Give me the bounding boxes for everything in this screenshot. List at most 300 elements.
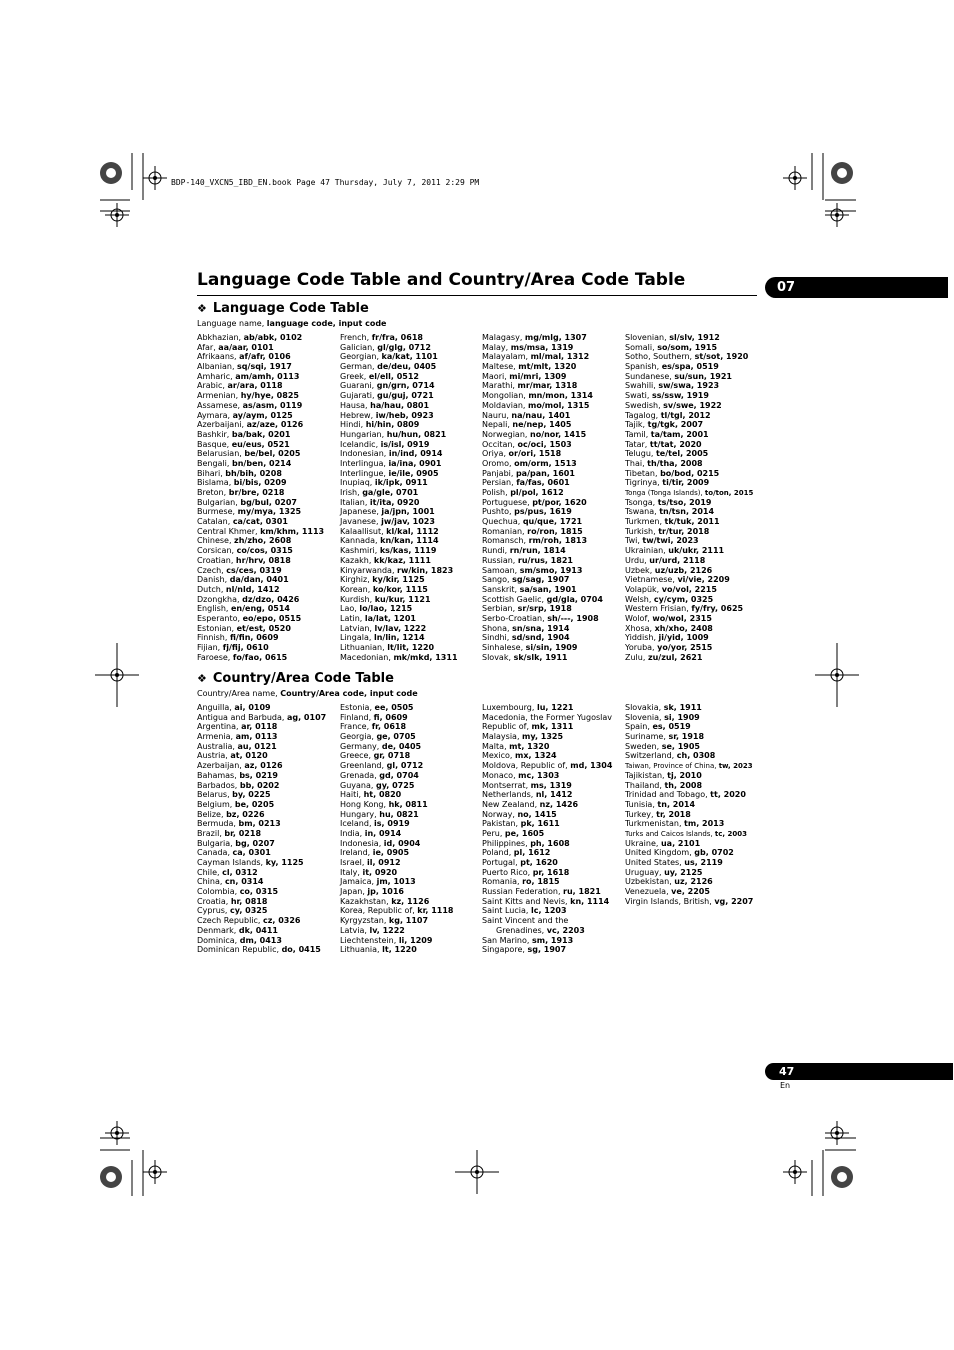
list-item: [340, 722, 482, 732]
entry-code: ms, 1319: [530, 780, 572, 790]
entry-name: Armenia,: [197, 732, 236, 742]
entry-name: Slovakia,: [625, 703, 664, 712]
entry-name: Bulgaria,: [197, 838, 236, 848]
list-item: [197, 372, 339, 382]
entry-name: Maltese,: [482, 362, 519, 372]
entry-code: gu/guj, 0721: [377, 391, 434, 401]
entry-name: Russian Federation,: [482, 887, 564, 897]
list-item: [340, 643, 482, 653]
entry-code: ie/ile, 0905: [388, 468, 439, 478]
list-item: [482, 362, 624, 372]
entry-name: Belarusian,: [197, 449, 245, 459]
entry-name: Grenada,: [340, 770, 380, 780]
list-item: [340, 858, 482, 868]
list-item: [197, 848, 339, 858]
entry-name: German,: [340, 362, 378, 372]
entry-name: Tajik,: [625, 420, 648, 430]
entry-name: Hungary,: [340, 809, 380, 819]
chapter-tab: 07: [765, 277, 948, 298]
list-item: [625, 459, 767, 469]
entry-name: Malta,: [482, 741, 510, 751]
list-item: [625, 566, 767, 576]
entry-code: hi/hin, 0809: [365, 420, 420, 430]
entry-code: es/spa, 0519: [661, 362, 719, 372]
entry-code: sw/swa, 1923: [658, 381, 720, 391]
list-item: [340, 440, 482, 450]
entry-name: Belarus,: [197, 790, 233, 800]
entry-name: Netherlands,: [482, 790, 536, 800]
entry-name: Taiwan, Province of China,: [625, 762, 719, 771]
list-item: [197, 566, 339, 576]
entry-name: Western Frisian,: [625, 604, 692, 614]
list-item: [482, 906, 624, 916]
entry-name: Pushto,: [482, 507, 515, 517]
entry-code: in/ind, 0914: [388, 449, 443, 459]
entry-name: Pakistan,: [482, 819, 521, 829]
entry-code: li, 1209: [398, 935, 433, 945]
entry-code: co, 0315: [239, 887, 279, 897]
list-item: [625, 614, 767, 624]
list-item: [340, 868, 482, 878]
table-column: [197, 333, 339, 662]
page-number: 47: [765, 1063, 953, 1080]
entry-code: ha/hau, 0801: [370, 400, 430, 410]
entry-name: United States,: [625, 858, 685, 867]
list-item: [197, 391, 339, 401]
entry-name: Inupiaq,: [340, 478, 375, 488]
entry-code: md, 1304: [570, 761, 613, 771]
list-item: [197, 362, 339, 372]
entry-name: Arabic,: [197, 381, 228, 391]
list-item: [340, 507, 482, 517]
entry-name: Swati,: [625, 391, 652, 401]
entry-name: Interlingue,: [340, 468, 389, 478]
entry-code: dm, 0413: [239, 935, 282, 945]
entry-name: Finland,: [340, 712, 374, 722]
entry-name: Saint Vincent and the: [482, 916, 569, 926]
list-item: [625, 848, 767, 858]
list-item: [625, 604, 767, 614]
list-item: [197, 945, 339, 955]
entry-code: sq/sqi, 1917: [237, 362, 292, 372]
entry-code: cz, 0326: [263, 916, 301, 926]
entry-name: Guarani,: [340, 381, 377, 391]
language-section-title: Language Code Table: [212, 301, 369, 316]
entry-code: pt, 1620: [520, 858, 558, 867]
list-item: [340, 653, 482, 663]
list-item: [625, 653, 767, 663]
entry-name: Luxembourg,: [482, 703, 537, 712]
entry-name: Italian,: [340, 497, 370, 507]
entry-code: uz, 2126: [674, 877, 713, 887]
entry-name: Kannada,: [340, 536, 381, 546]
entry-name: Uzbek,: [625, 565, 655, 575]
list-item: [340, 829, 482, 839]
entry-name: Polish,: [482, 488, 511, 497]
list-item: [625, 440, 767, 450]
entry-name: Portuguese,: [482, 497, 533, 507]
entry-name: Kurdish,: [340, 594, 375, 604]
entry-name: Korea, Republic of,: [340, 906, 418, 916]
entry-name: Yiddish,: [625, 633, 659, 643]
entry-name: Haiti,: [340, 790, 364, 800]
entry-code: by, 0225: [232, 790, 271, 800]
entry-code: ba/bak, 0201: [231, 429, 291, 439]
diamond-bullet-icon: ❖: [197, 302, 207, 315]
entry-name: Armenian,: [197, 391, 241, 401]
entry-code: id, 0904: [383, 838, 421, 848]
entry-code: ve, 2205: [671, 887, 710, 897]
entry-code: ar, 0118: [241, 722, 278, 732]
entry-name: Sanskrit,: [482, 584, 520, 594]
entry-code: kk/kaz, 1111: [373, 555, 431, 565]
list-item: [340, 897, 482, 907]
entry-code: ar/ara, 0118: [227, 381, 283, 391]
entry-code: gl, 0712: [386, 761, 424, 771]
table-column: [340, 333, 482, 662]
list-item: [625, 527, 767, 537]
entry-name: Bulgarian,: [197, 497, 241, 507]
entry-code: fy/fry, 0625: [691, 604, 744, 614]
entry-code: tr, 2018: [656, 809, 691, 819]
list-item: [482, 839, 624, 849]
entry-code: es, 0519: [652, 722, 691, 732]
entry-code: gy, 0725: [375, 780, 415, 790]
entry-code: or/ori, 1518: [508, 449, 562, 459]
list-item: [625, 897, 767, 907]
list-item: [625, 829, 767, 839]
list-item: [197, 643, 339, 653]
entry-name: Japan,: [340, 887, 368, 897]
entry-code: sk, 1911: [663, 703, 702, 712]
list-item: [340, 819, 482, 829]
entry-name: Oromo,: [482, 458, 515, 468]
page-title: Language Code Table and Country/Area Code Table: [197, 270, 686, 290]
entry-code: ml/mal, 1312: [530, 352, 590, 362]
entry-code: wo/wol, 2315: [652, 613, 712, 623]
list-item: [340, 430, 482, 440]
entry-name: Shona,: [482, 623, 513, 633]
list-item: [340, 945, 482, 955]
list-item: [625, 556, 767, 566]
entry-name: Galician,: [340, 342, 378, 352]
entry-name: Afrikaans,: [197, 352, 240, 362]
entry-name: Romania,: [482, 877, 523, 887]
entry-name: Urdu,: [625, 555, 650, 565]
entry-name: Germany,: [340, 741, 382, 751]
entry-code: sv/swe, 1922: [663, 400, 722, 410]
entry-code: am, 0113: [235, 732, 278, 742]
list-item: [197, 488, 339, 498]
entry-code: hu/hun, 0821: [386, 429, 447, 439]
list-item: [482, 633, 624, 643]
list-item: [625, 498, 767, 508]
entry-name: Kirghiz,: [340, 575, 373, 585]
list-item: [197, 906, 339, 916]
list-item: [197, 575, 339, 585]
entry-code: sg, 1907: [527, 945, 567, 955]
entry-name: Burmese,: [197, 507, 238, 517]
entry-code: zh/zho, 2608: [234, 536, 292, 546]
entry-code: my/mya, 1325: [237, 507, 302, 517]
entry-name: Amharic,: [197, 371, 236, 381]
list-item: [197, 595, 339, 605]
entry-name: Moldavian,: [482, 400, 529, 410]
list-item: [197, 401, 339, 411]
entry-name: Bihari,: [197, 468, 226, 478]
entry-code: lt, 1220: [382, 945, 417, 955]
entry-name: Twi,: [625, 536, 643, 546]
list-item: [197, 498, 339, 508]
entry-name: Georgia,: [340, 732, 377, 742]
entry-code: ne/nep, 1405: [512, 420, 572, 430]
entry-code: iw/heb, 0923: [375, 410, 434, 420]
entry-code: pt/por, 1620: [532, 497, 587, 507]
entry-name: Abkhazian,: [197, 333, 244, 342]
list-item: [340, 391, 482, 401]
entry-name: Kalaallisut,: [340, 526, 387, 536]
list-item: [625, 742, 767, 752]
list-item: [340, 742, 482, 752]
list-item: [625, 732, 767, 742]
entry-name: Javanese,: [340, 517, 382, 527]
entry-code: is, 0919: [374, 819, 410, 829]
list-item: [197, 604, 339, 614]
format-code: Country/Area code, input code: [280, 689, 418, 698]
list-item: [625, 781, 767, 791]
entry-name: Sango,: [482, 575, 513, 585]
entry-code: lu, 1221: [536, 703, 574, 712]
entry-name: Belgium,: [197, 799, 235, 809]
entry-code: km/khm, 1113: [260, 526, 325, 536]
list-item: [625, 810, 767, 820]
list-item: [625, 391, 767, 401]
entry-code: fi, 0609: [373, 712, 408, 722]
entry-code: tl/tgl, 2012: [660, 410, 711, 420]
entry-name: Turkish,: [625, 526, 659, 536]
entry-code: mt, 1320: [509, 741, 550, 751]
list-item: [197, 819, 339, 829]
list-item: [482, 868, 624, 878]
list-item: [340, 498, 482, 508]
entry-name: Rundi,: [482, 546, 510, 556]
list-item: [482, 343, 624, 353]
entry-code: sk/slk, 1911: [513, 652, 568, 662]
entry-name: Vietnamese,: [625, 575, 678, 585]
list-item: [197, 653, 339, 663]
list-item: [625, 478, 767, 488]
entry-code: pa/pan, 1601: [515, 468, 575, 478]
entry-code: th/tha, 2008: [647, 458, 703, 468]
entry-code: eo/epo, 0515: [242, 613, 302, 623]
list-item: [197, 633, 339, 643]
entry-code: pe, 1605: [504, 828, 545, 838]
entry-name: Corsican,: [197, 546, 237, 556]
entry-code: lo/lao, 1215: [359, 604, 413, 614]
entry-name: Virgin Islands, British,: [625, 896, 715, 906]
entry-code: ru, 1821: [563, 887, 601, 897]
list-item: [482, 703, 624, 713]
list-item: [482, 732, 624, 742]
entry-name: Ireland,: [340, 848, 373, 858]
entry-code: sh/---, 1908: [547, 613, 599, 623]
entry-code: at, 0120: [230, 751, 268, 761]
entry-code: ji/yid, 1009: [658, 633, 709, 643]
entry-name: Afar,: [197, 342, 219, 352]
list-item: [340, 527, 482, 537]
list-item: [482, 556, 624, 566]
list-item: [197, 449, 339, 459]
entry-code: tc, 2003: [714, 829, 747, 838]
entry-name: Bermuda,: [197, 819, 239, 829]
list-item: [340, 459, 482, 469]
list-item: [340, 703, 482, 713]
entry-code: ia/ina, 0901: [388, 458, 442, 468]
entry-name: Malaysia,: [482, 732, 523, 742]
list-item: [482, 459, 624, 469]
list-item: [482, 751, 624, 761]
entry-name: Serbian,: [482, 604, 518, 614]
entry-name: Turkmenistan,: [625, 819, 685, 829]
entry-name: Russian,: [482, 555, 518, 565]
entry-name: Malayalam,: [482, 352, 531, 362]
entry-name: Tatar,: [625, 439, 650, 449]
entry-code: mk, 1311: [531, 722, 574, 732]
list-item: [625, 352, 767, 362]
list-item: [625, 858, 767, 868]
entry-name: New Zealand,: [482, 799, 540, 809]
entry-code: ti/tir, 2009: [662, 478, 710, 488]
entry-code: fr, 0618: [371, 722, 407, 732]
entry-code: st/sot, 1920: [694, 352, 749, 362]
entry-code: tt/tat, 2020: [649, 439, 702, 449]
entry-code: kn/kan, 1114: [380, 536, 439, 546]
entry-name: Somali,: [625, 342, 658, 352]
entry-name: Norwegian,: [482, 429, 530, 439]
entry-code: xh/xho, 2408: [654, 623, 713, 633]
entry-code: it, 0920: [362, 867, 398, 877]
list-item: [482, 333, 624, 343]
entry-code: sa/san, 1901: [519, 584, 577, 594]
entry-name: Liechtenstein,: [340, 935, 399, 945]
entry-code: ky, 1125: [265, 858, 304, 867]
entry-name: Sotho, Southern,: [625, 352, 695, 362]
list-item: [625, 877, 767, 887]
list-item: [340, 848, 482, 858]
entry-name: Lithuanian,: [340, 643, 388, 652]
entry-name: Tagalog,: [625, 410, 661, 420]
entry-name: Austria,: [197, 751, 231, 761]
entry-code: bg, 0207: [235, 838, 275, 848]
list-item: [197, 333, 339, 343]
entry-name: Spanish,: [625, 362, 662, 372]
entry-name: Japanese,: [340, 507, 382, 517]
entry-code: bo/bod, 0215: [660, 468, 720, 478]
entry-code: ky/kir, 1125: [372, 575, 425, 585]
entry-code: tn, 2014: [657, 799, 696, 809]
entry-code: ht, 0820: [363, 790, 402, 800]
entry-name: Kazakh,: [340, 555, 374, 565]
entry-name: Argentina,: [197, 722, 242, 732]
list-item: [482, 614, 624, 624]
list-item: [197, 703, 339, 713]
entry-code: cy, 0325: [230, 906, 268, 916]
entry-name: Volapük,: [625, 584, 662, 594]
file-header: BDP-140_VXCN5_IBD_EN.book Page 47 Thursday, July 7, 2011 2:29 PM: [171, 178, 480, 187]
title-rule: [197, 295, 757, 296]
entry-code: lv, 1222: [369, 925, 405, 935]
entry-name: Irish,: [340, 488, 363, 497]
list-item: [482, 624, 624, 634]
list-item: [482, 575, 624, 585]
entry-code: pl, 1612: [513, 848, 551, 858]
entry-code: ta/tam, 2001: [650, 429, 709, 439]
entry-name: Latin,: [340, 613, 365, 623]
entry-code: ro, 1815: [522, 877, 560, 887]
entry-code: zu/zul, 2621: [647, 652, 703, 662]
entry-name: Malay,: [482, 342, 511, 352]
entry-name: Catalan,: [197, 517, 233, 527]
list-item: [482, 858, 624, 868]
entry-code: do, 0415: [281, 945, 321, 955]
list-item: [482, 722, 624, 732]
entry-name: Danish,: [197, 575, 230, 585]
entry-name: Kinyarwanda,: [340, 565, 398, 575]
entry-name: Estonian,: [197, 623, 237, 633]
list-item: [482, 819, 624, 829]
list-item: [340, 575, 482, 585]
entry-name: Wolof,: [625, 613, 653, 623]
list-item: [197, 742, 339, 752]
entry-code: mo/mol, 1315: [528, 400, 590, 410]
entry-code: tm, 2013: [684, 819, 725, 829]
entry-code: fo/fao, 0615: [232, 652, 288, 662]
entry-code: lt/lit, 1220: [387, 643, 435, 652]
entry-name: Tswana,: [625, 507, 660, 517]
entry-name: Tajikistan,: [625, 770, 668, 780]
entry-name: Breton,: [197, 488, 229, 497]
list-item: [482, 848, 624, 858]
list-item: [625, 713, 767, 723]
list-item: [625, 430, 767, 440]
entry-code: tg/tgk, 2007: [647, 420, 704, 430]
entry-code: co/cos, 0315: [236, 546, 293, 556]
entry-code: vc, 2203: [546, 925, 585, 935]
list-item: [482, 761, 624, 771]
entry-code: ps/pus, 1619: [514, 507, 572, 517]
list-item: [340, 624, 482, 634]
list-item: [197, 732, 339, 742]
entry-name: Zulu,: [625, 652, 648, 662]
entry-name: China,: [197, 877, 225, 887]
list-item: [625, 333, 767, 343]
entry-code: jp, 1016: [367, 887, 404, 897]
list-item: [197, 536, 339, 546]
list-item: [340, 790, 482, 800]
entry-code: mi/mri, 1309: [509, 371, 567, 381]
entry-code: mx, 1324: [515, 751, 557, 761]
entry-name: Puerto Rico,: [482, 867, 533, 877]
list-item: [340, 732, 482, 742]
entry-name: Turkmen,: [625, 517, 665, 527]
entry-name: Xhosa,: [625, 623, 655, 633]
entry-code: gl/glg, 0712: [377, 342, 431, 352]
list-item: [340, 517, 482, 527]
list-item: [625, 771, 767, 781]
entry-code: cl, 0312: [222, 867, 258, 877]
entry-name: Latvian,: [340, 623, 375, 633]
list-item: [625, 868, 767, 878]
